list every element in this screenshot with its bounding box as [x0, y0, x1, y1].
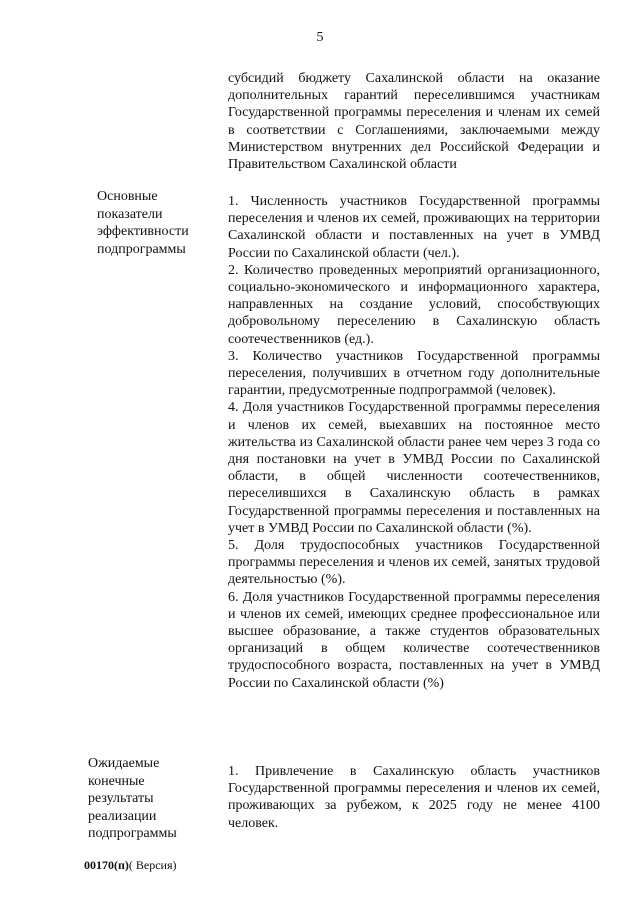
section-results-content [228, 763, 600, 832]
section-label-indicators: Основные показатели эффективности подпрограммы [97, 189, 189, 257]
section-label-results: Ожидаемые конечные результаты реализации подпрограммы [88, 756, 177, 841]
page-number: 5 [316, 30, 324, 45]
footer-version-label: ( Версия) [128, 858, 177, 872]
indicator-item: 5. Доля трудоспособных участников Государственной программы переселения и членов их семей, занятых трудовой деятельностью (%). [228, 538, 600, 588]
footer-code: 00170(п) [84, 858, 129, 872]
indicator-item: 2. Количество проведенных мероприятий организационного, социально-экономического и информационного характера, направленных на создание условий, способствующих добровольному переселению в Сахалинскую область соотечественников (ед.). [228, 262, 600, 347]
section-indicators-content [228, 193, 600, 692]
indicator-item: 3. Количество участников Государственной программы переселения, получивших в отчетном году дополнительные гарантии, предусмотренные подпрограммой (человек). [228, 348, 600, 399]
intro-text: субсидий бюджету Сахалинской области на оказание дополнительных гарантий переселившимся участникам Государственной программы переселения и членам их семей в соответствии с Соглашениями, заключаемыми между Министерством внутренних дел Российской Федерации и Правительством Сахалинской области [228, 71, 600, 173]
indicator-item: 4. Доля участников Государственной программы переселения и членов их семей, выехавших на постоянное место жительства из Сахалинской области ранее чем через 3 года со дня постановки на учет в УМВД России по Сахалинской области, в общей численности соотечественников, переселившихся в Сахалинскую область в рамках Государственной программы переселения и поставленных на учет в УМВД России по Сахалинской области (%). [228, 400, 600, 536]
result-item: 1. Привлечение в Сахалинскую область участников Государственной программы переселения и членов их семей, проживающих за рубежом, к 2025 году не менее 4100 человек. [228, 764, 600, 831]
indicator-item: 6. Доля участников Государственной программы переселения и членов их семей, имеющих среднее профессиональное или высшее образование, а также студентов образовательных организаций в общем количестве соотечественников трудоспособного возраста, поставленных на учет в УМВД России по Сахалинской области (%) [228, 589, 600, 691]
intro-paragraph [228, 70, 600, 173]
indicator-item: 1. Численность участников Государственной программы переселения и членов их семей, проживающих на территории Сахалинской области и поставленных на учет в УМВД России по Сахалинской области (чел.). [228, 194, 600, 261]
footer-version [84, 858, 177, 873]
